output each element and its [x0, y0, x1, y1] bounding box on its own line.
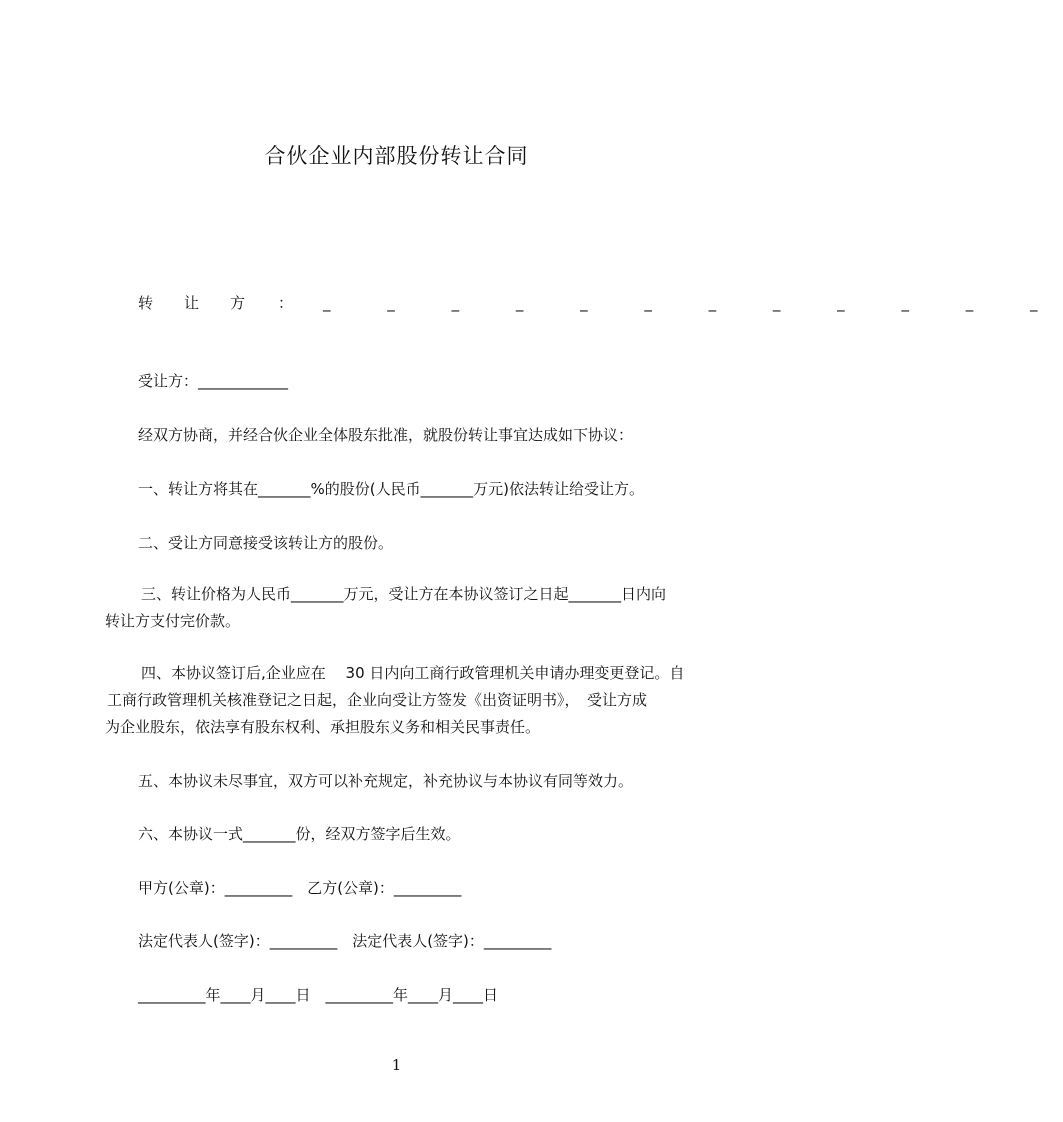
- clause-1: 一、转让方将其在_______%的股份(人民币_______万元)依法转让给受让方。: [138, 480, 644, 498]
- transferor-label: 转让方: [138, 294, 277, 312]
- page-number: 1: [391, 1056, 402, 1074]
- clause-4-line-2: 工商行政管理机关核准登记之日起，企业向受让方签发《出资证明书》， 受让方成: [107, 691, 648, 709]
- clause-2: 二、受让方同意接受该转让方的股份。: [138, 534, 394, 552]
- seal-line: 甲方(公章)：_________ 乙方(公章)：_________: [138, 879, 462, 897]
- transferor-line: [138, 292, 1063, 314]
- clause-4-line-1: 四、本协议签订后,企业应在 30 日内向工商行政管理机关申请办理变更登记。自: [141, 664, 685, 682]
- clause-4-line-3: 为企业股东，依法享有股东权利、承担股东义务和相关民事责任。: [105, 718, 541, 736]
- document-title: 合伙企业内部股份转让合同: [264, 144, 529, 168]
- clause-5: 五、本协议未尽事宜，双方可以补充规定，补充协议与本协议有同等效力。: [138, 772, 634, 790]
- transferor-blank: _ _ _ _ _ _ _ _ _ _ _ _: [323, 294, 1063, 312]
- clause-3-line-1: 三、转让价格为人民币_______万元，受让方在本协议签订之日起_______日内向: [141, 585, 667, 603]
- representative-line: 法定代表人(签字)：_________ 法定代表人(签字)：_________: [138, 932, 552, 950]
- transferor-colon: ：: [278, 294, 294, 312]
- clause-3-line-2: 转让方支付完价款。: [105, 612, 241, 630]
- clause-6: 六、本协议一式_______份，经双方签字后生效。: [138, 825, 461, 843]
- intro-paragraph: 经双方协商，并经合伙企业全体股东批准，就股份转让事宜达成如下协议：: [138, 426, 634, 444]
- transferee-line: 受让方：____________: [138, 372, 289, 390]
- date-line: _________年____月____日 _________年____月____日: [138, 986, 499, 1004]
